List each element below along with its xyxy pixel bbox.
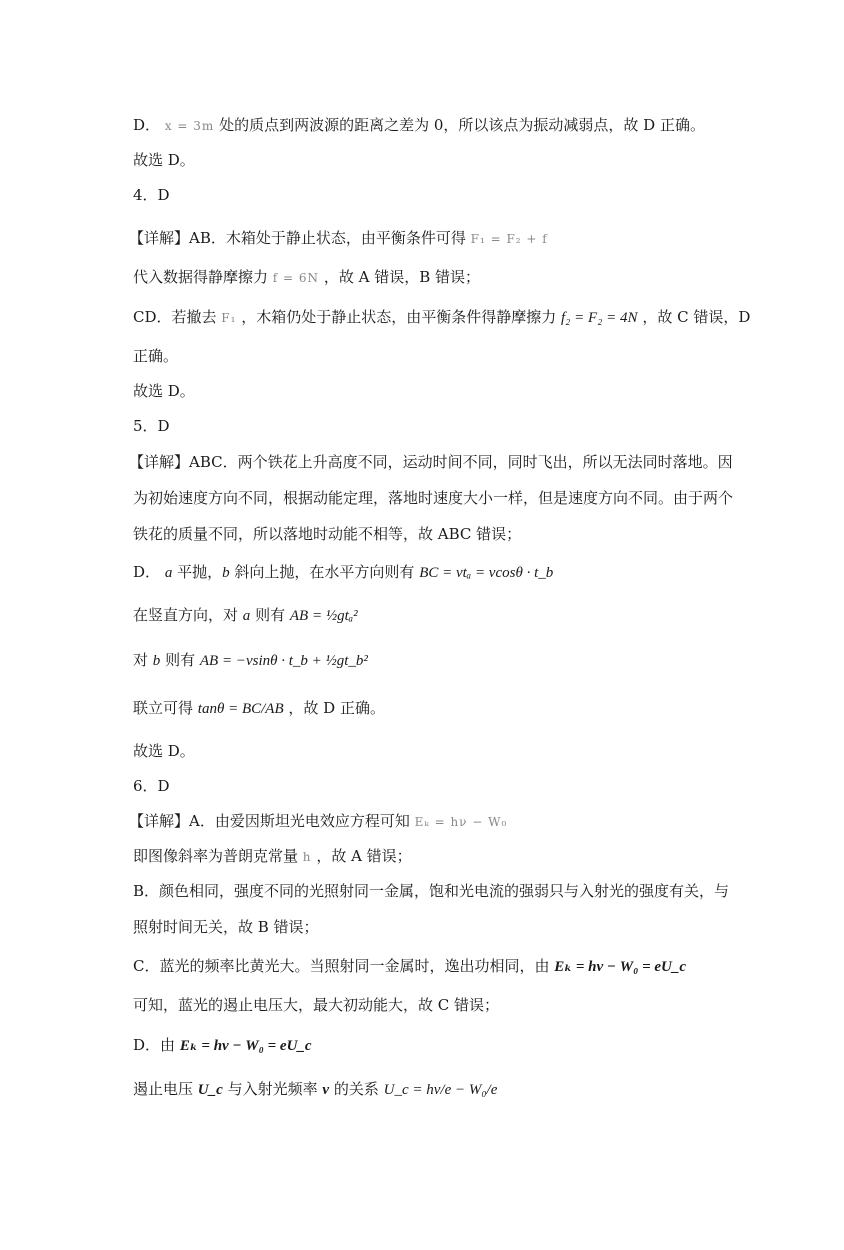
text-line xyxy=(133,916,319,938)
text: 则有 xyxy=(165,651,196,669)
math-expression: U_c xyxy=(197,1082,223,1098)
math-expression: BC = vtₐ = vcosθ · t_b xyxy=(419,565,554,581)
math-expression: AB = ½gtₐ² xyxy=(289,608,358,624)
text: ，故 A 错误； xyxy=(316,847,412,865)
text: ，木箱仍处于静止状态，由平衡条件得静摩擦力 xyxy=(241,308,557,326)
text: 4．D xyxy=(133,186,170,204)
text: B．颜色相同，强度不同的光照射同一金属，饱和光电流的强弱只与入射光的强度有关，与 xyxy=(133,882,730,900)
text: 【详解】AB．木箱处于静止状态，由平衡条件可得 xyxy=(129,229,466,247)
question-number xyxy=(133,775,170,797)
text-line xyxy=(129,227,548,250)
text-line xyxy=(133,345,178,367)
text: ，故 A 错误，B 错误； xyxy=(323,268,481,286)
text: 故选 D。 xyxy=(133,742,195,760)
text: ，故 C 错误，D xyxy=(642,308,751,326)
text-line xyxy=(133,380,195,402)
text: 斜向上抛，在水平方向则有 xyxy=(234,563,415,581)
math-variable: b xyxy=(222,565,230,581)
question-number xyxy=(133,184,170,206)
text: ，故 D 正确。 xyxy=(288,699,385,717)
text: 铁花的质量不同，所以落地时动能不相等，故 ABC 错误； xyxy=(133,525,522,543)
text-line xyxy=(133,740,195,762)
text: 对 xyxy=(133,651,149,669)
text: 照射时间无关，故 B 错误； xyxy=(133,918,319,936)
text-line xyxy=(133,306,750,329)
math-expression: h xyxy=(302,850,312,864)
text: 遏止电压 xyxy=(133,1080,194,1098)
text: 联立可得 xyxy=(133,699,194,717)
text: C．蓝光的频率比黄光大。当照射同一金属时，逸出功相同，由 xyxy=(133,957,550,975)
math-expression: F₁ xyxy=(221,311,237,325)
text-line xyxy=(133,697,385,720)
text: 为初始速度方向不同，根据动能定理，落地时速度大小一样，但是速度方向不同。由于两个 xyxy=(133,489,734,507)
text: D． xyxy=(133,563,161,581)
math-expression: Eₖ = hν − W₀ = eU_c xyxy=(554,959,687,975)
text: D． xyxy=(133,116,161,134)
text: 平抛， xyxy=(177,563,223,581)
text: 即图像斜率为普朗克常量 xyxy=(133,847,299,865)
text: 【详解】ABC．两个铁花上升高度不同，运动时间不同，同时飞出，所以无法同时落地。因 xyxy=(129,453,733,471)
text: CD．若撤去 xyxy=(133,308,217,326)
text: 故选 D。 xyxy=(133,151,195,169)
text-line xyxy=(133,149,195,171)
text-line xyxy=(133,604,358,627)
math-expression: ν xyxy=(322,1082,330,1098)
text-line xyxy=(129,810,507,833)
text-line xyxy=(133,1034,312,1057)
text: D．由 xyxy=(133,1036,176,1054)
math-expression: U_c = hν/e − W₀/e xyxy=(383,1082,498,1098)
text: 故选 D。 xyxy=(133,382,195,400)
text-line xyxy=(133,1078,497,1101)
text: 正确。 xyxy=(133,347,179,365)
math-variable: b xyxy=(152,653,161,669)
text: 【详解】A．由爱因斯坦光电效应方程可知 xyxy=(129,812,410,830)
text-line xyxy=(133,880,729,902)
math-variable: a xyxy=(164,565,173,581)
text-line xyxy=(133,114,705,137)
math-expression: tanθ = BC/AB xyxy=(197,701,284,717)
text-line xyxy=(133,487,733,509)
text: 6．D xyxy=(133,777,170,795)
math-expression: f = 6N xyxy=(272,271,320,285)
text-line xyxy=(133,561,553,584)
text-line xyxy=(133,994,499,1016)
math-expression: AB = −vsinθ · t_b + ½gt_b² xyxy=(199,653,368,669)
text: 5．D xyxy=(133,417,170,435)
math-expression: Eₖ = hν − W₀ xyxy=(414,815,508,829)
math-expression: f₂ = F₂ = 4N xyxy=(561,310,638,326)
math-expression: F₁ = F₂ + f xyxy=(470,232,548,246)
math-expression: x = 3m xyxy=(164,119,215,133)
text-line xyxy=(133,955,686,978)
text: 则有 xyxy=(255,606,286,624)
text: 处的质点到两波源的距离之差为 0，所以该点为振动减弱点，故 D 正确。 xyxy=(219,116,705,134)
text-line xyxy=(133,523,521,545)
question-number xyxy=(133,415,170,437)
text-line xyxy=(133,266,480,289)
math-expression: Eₖ = hν − W₀ = eU_c xyxy=(179,1038,312,1054)
text-line xyxy=(133,845,412,868)
text: 在竖直方向，对 xyxy=(133,606,239,624)
text: 可知，蓝光的遏止电压大，最大初动能大，故 C 错误； xyxy=(133,996,500,1014)
text-line xyxy=(129,451,733,473)
text-line xyxy=(133,649,368,672)
math-variable: a xyxy=(242,608,251,624)
text: 代入数据得静摩擦力 xyxy=(133,268,269,286)
text: 与入射光频率 xyxy=(227,1080,318,1098)
text: 的关系 xyxy=(333,1080,379,1098)
